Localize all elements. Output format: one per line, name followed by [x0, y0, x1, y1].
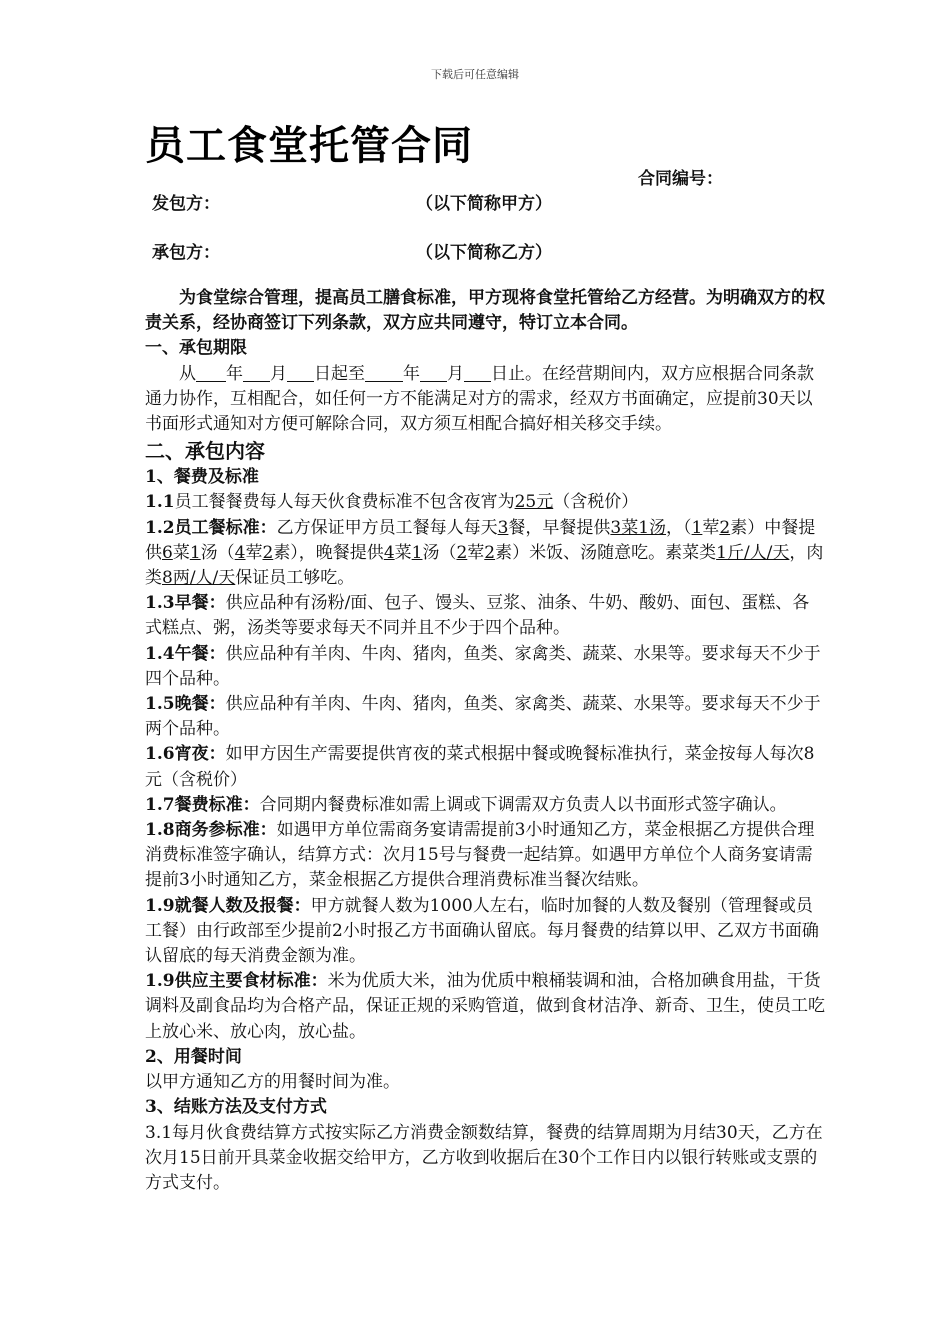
blank-field [464, 363, 491, 382]
item-text: 餐，早餐提供 [508, 517, 611, 538]
item-text: 素），晚餐提供 [273, 542, 384, 563]
contract-body [145, 286, 825, 1196]
item-1-1 [145, 490, 825, 515]
item-text: 如甲方因生产需要提供宵夜的菜式根据中餐或晚餐标准执行，菜金按每人每次8元（含税价） [145, 744, 815, 790]
blank-field [365, 363, 403, 382]
item-text: 素）中餐提供 [145, 517, 816, 563]
item-number: 1.9 [145, 971, 175, 992]
item-text: 汤（ [422, 542, 457, 563]
term-day-to: 日止。 [491, 363, 542, 384]
item-text: （含税价） [553, 492, 639, 513]
dinner-veg: 2 [484, 542, 496, 563]
subsection-3-heading: 3、结账方法及支付方式 [145, 1097, 327, 1118]
blank-field [420, 363, 447, 382]
item-number: 1.7 [145, 794, 175, 815]
lunch-veg: 2 [262, 542, 274, 563]
subsection-2-text: 以甲方通知乙方的用餐时间为准。 [145, 1072, 400, 1093]
party-a [152, 189, 552, 214]
lunch-soup: 1 [189, 542, 201, 563]
item-1-5 [145, 692, 825, 742]
term-month: 月 [447, 363, 464, 384]
party-a-label: 发包方： [152, 194, 220, 214]
section-2-heading: 二、承包内容 [145, 439, 265, 464]
party-b-label: 承包方： [152, 243, 220, 263]
item-text: 供应品种有羊肉、牛肉、猪肉，鱼类、家禽类、蔬菜、水果等。要求每天不少于四个品种。 [145, 643, 821, 689]
item-text: 汤（ [200, 542, 235, 563]
item-number: 1.2 [145, 517, 175, 538]
item-1-7 [145, 793, 825, 818]
item-text: 如遇甲方单位需商务宴请需提前3小时通知乙方，菜金根据乙方提供合理消费标准签字确认，结算方式：次月15号与餐费一起结算。如遇甲方单位个人商务宴请需提前3小时通知乙方，菜金根据乙方提供合理消费标准当餐次结账。 [145, 820, 815, 891]
party-b [152, 238, 552, 263]
item-1-4 [145, 642, 825, 692]
item-text: 荤 [702, 517, 720, 538]
item-3-1: 3.1每月伙食费结算方式按实际乙方消费金额数结算，餐费的结算周期为月结30天，乙方在次月15日前开具菜金收据交给甲方，乙方收到收据后在30个工作日内以银行转账或支票的方式支付。 [145, 1122, 823, 1193]
term-from: 从 [179, 363, 196, 384]
item-label: 早餐： [174, 593, 226, 614]
item-number: 1.6 [145, 744, 175, 765]
item-1-9-headcount [145, 894, 825, 970]
dinner-meat: 2 [456, 542, 468, 563]
item-number: 1.3 [145, 593, 175, 614]
item-text: 保证员工够吃。 [235, 568, 355, 589]
item-1-8 [145, 818, 825, 894]
item-label: 宵夜： [174, 744, 226, 765]
item-text: 素）米饭、汤随意吃。素菜类 [495, 542, 717, 563]
header-note: 下载后可任意编辑 [431, 68, 519, 81]
item-text: ，（ [666, 517, 692, 538]
item-1-9-ingredients [145, 969, 825, 1045]
veg-quantity: 1斤/人/天 [716, 542, 790, 563]
blank-field [287, 363, 314, 382]
item-text: 菜 [172, 542, 190, 563]
party-b-alias: （以下简称乙方） [416, 243, 552, 263]
item-number: 1.4 [145, 643, 175, 664]
breakfast-dishes: 3菜1汤 [610, 517, 667, 538]
item-label: 供应主要食材标准： [174, 971, 328, 992]
item-text: 乙方保证甲方员工餐每人每天 [276, 517, 498, 538]
subsection-2-heading: 2、用餐时间 [145, 1046, 242, 1067]
item-text: 荤 [467, 542, 485, 563]
item-text: 米为优质大米，油为优质中粮桶装调和油，合格加碘食用盐，干货调料及副食品均为合格产品，保证正规的采购管道，做到食材洁净、新奇、卫生，使员工吃上放心米、放心肉，放心盐。 [145, 971, 825, 1042]
item-text: 供应品种有汤粉/面、包子、馒头、豆浆、油条、牛奶、酸奶、面包、蛋糕、各式糕点、粥，汤类等要求每天不同并且不少于四个品种。 [145, 593, 810, 639]
term-month: 月 [270, 363, 287, 384]
blank-field [196, 363, 226, 382]
page-title: 员工食堂托管合同 [145, 122, 473, 169]
item-text: 供应品种有羊肉、牛肉、猪肉，鱼类、家禽类、蔬菜、水果等。要求每天不少于两个品种。 [145, 694, 821, 740]
section-1-paragraph [145, 362, 825, 438]
item-value: 25元 [514, 492, 554, 513]
item-text: 荤 [245, 542, 263, 563]
section-1-heading: 一、承包期限 [145, 338, 247, 359]
dinner-dishes: 4 [383, 542, 395, 563]
term-day-from: 日起至 [314, 363, 365, 384]
dinner-soup: 1 [411, 542, 423, 563]
item-1-3 [145, 591, 825, 641]
item-1-2 [145, 516, 825, 592]
meat-quantity: 8两/人/天 [162, 568, 236, 589]
item-number: 1.8 [145, 820, 175, 841]
item-number: 1.9 [145, 895, 175, 916]
item-label: 午餐： [174, 643, 226, 664]
item-text: 合同期内餐费标准如需上调或下调需双方负责人以书面形式签字确认。 [259, 794, 787, 815]
lunch-meat: 4 [234, 542, 246, 563]
item-text: ，肉类 [145, 542, 824, 589]
term-year: 年 [403, 363, 420, 384]
intro-paragraph: 为食堂综合管理，提高员工膳食标准，甲方现将食堂托管给乙方经营。为明确双方的权责关系，经协商签订下列条款，双方应共同遵守，特订立本合同。 [145, 288, 825, 334]
subsection-1-heading: 1、餐费及标准 [145, 467, 259, 488]
breakfast-veg: 2 [719, 517, 731, 538]
breakfast-meat: 1 [691, 517, 703, 538]
term-year: 年 [226, 363, 243, 384]
item-label: 商务参标准： [174, 820, 277, 841]
item-text: 菜 [394, 542, 412, 563]
section-1-text: 在经营期间内，双方应根据合同条款通力协作，互相配合，如任何一方不能满足对方的需求，经双方书面确定，应提前30天以书面形式通知对方便可解除合同，双方须互相配合搞好相关移交手续。 [145, 363, 814, 435]
lunch-dishes: 6 [162, 542, 173, 563]
item-number: 1.5 [145, 694, 175, 715]
meals-per-day: 3 [497, 517, 509, 538]
item-1-6 [145, 742, 825, 792]
blank-field [243, 363, 270, 382]
item-label: 员工餐标准： [174, 517, 277, 538]
item-label: 晚餐： [174, 694, 226, 715]
party-a-alias: （以下简称甲方） [416, 194, 552, 214]
item-text: 员工餐餐费每人每天伙食费标准不包含夜宵为 [174, 492, 515, 513]
item-label: 就餐人数及报餐： [174, 895, 311, 916]
item-label: 餐费标准： [174, 794, 260, 815]
item-number: 1.1 [145, 492, 175, 513]
contract-number-label: 合同编号： [638, 169, 723, 189]
item-text: 甲方就餐人数为1000人左右，临时加餐的人数及餐别（管理餐或员工餐）由行政部至少提前2小时报乙方书面确认留底。每月餐费的结算以甲、乙双方书面确认留底的每天消费金额为准。 [145, 895, 819, 967]
